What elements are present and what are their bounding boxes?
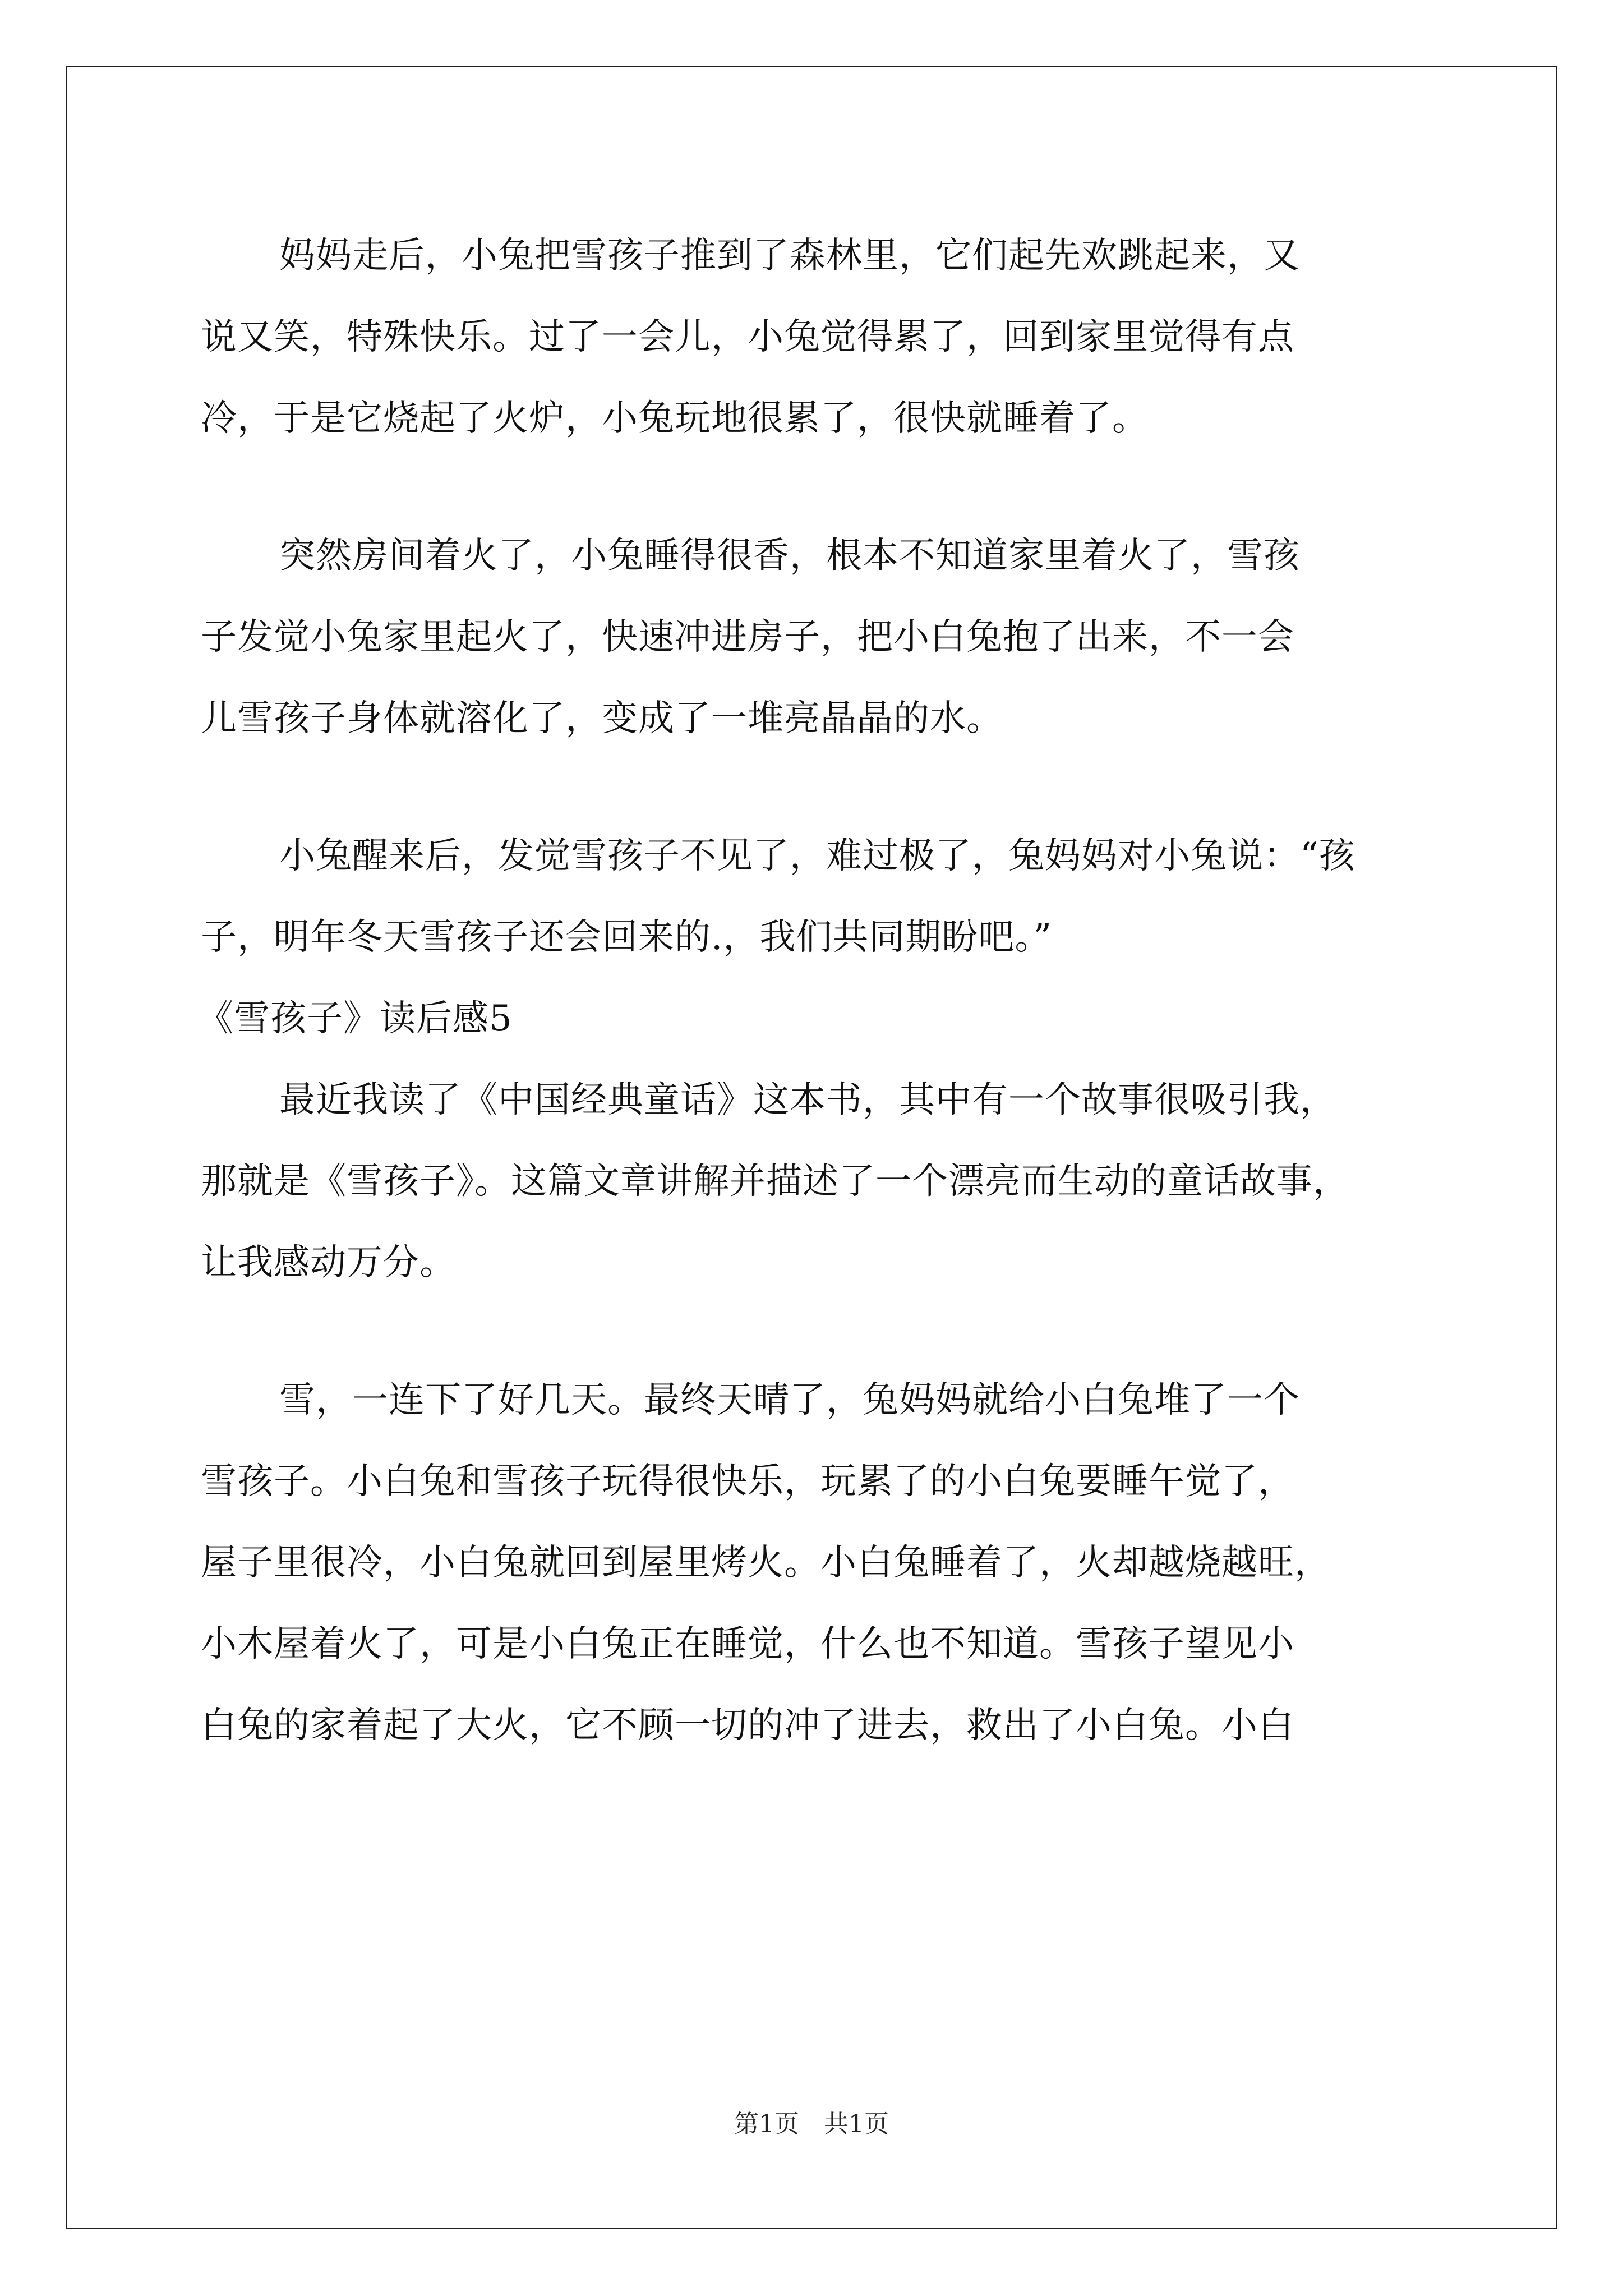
paragraph-line: 让我感动万分。 — [201, 1242, 456, 1283]
section-heading: 《雪孩子》读后感5 — [197, 998, 513, 1039]
paragraph-line: 儿雪孩子身体就溶化了，变成了一堆亮晶晶的水。 — [201, 698, 1003, 739]
paragraph-gap — [201, 760, 1463, 816]
paragraph-line: 子发觉小兔家里起火了，快速冲进房子，把小白兔抱了出来，不一会 — [201, 616, 1294, 658]
paragraph-line: 冷，于是它烧起了火炉，小兔玩地很累了，很快就睡着了。 — [201, 398, 1149, 439]
paragraph-gap — [201, 1304, 1463, 1360]
paragraph-line: 子，明年冬天雪孩子还会回来的.，我们共同期盼吧。” — [201, 917, 1053, 958]
paragraph-line: 那就是《雪孩子》。这篇文章讲解并描述了一个漂亮而生动的童话故事， — [201, 1161, 1349, 1202]
paragraph-line: 屋子里很冷，小白兔就回到屋里烤火。小白兔睡着了，火却越烧越旺， — [201, 1542, 1331, 1584]
paragraph-gap — [201, 459, 1463, 516]
document-body — [197, 215, 1463, 1766]
paragraph-line: 白兔的家着起了大火，它不顾一切的冲了进去，救出了小白兔。小白 — [201, 1705, 1294, 1746]
paragraph-line: 说又笑，特殊快乐。过了一会儿，小兔觉得累了，回到家里觉得有点 — [201, 316, 1294, 358]
paragraph-line: 妈妈走后，小兔把雪孩子推到了森林里，它们起先欢跳起来，又 — [279, 235, 1300, 277]
paragraph-line: 突然房间着火了，小兔睡得很香，根本不知道家里着火了，雪孩 — [279, 535, 1300, 577]
paragraph-line: 雪孩子。小白兔和雪孩子玩得很快乐，玩累了的小白兔要睡午觉了， — [201, 1461, 1294, 1502]
paragraph-line: 小木屋着火了，可是小白兔正在睡觉，什么也不知道。雪孩子望见小 — [201, 1623, 1294, 1665]
paragraph-line: 雪，一连下了好几天。最终天晴了，兔妈妈就给小白兔堆了一个 — [279, 1379, 1300, 1421]
paragraph-line: 小兔醒来后，发觉雪孩子不见了，难过极了，兔妈妈对小兔说：“孩 — [279, 835, 1355, 877]
page-footer: 第1页 共1页 — [734, 2110, 889, 2138]
paragraph-line: 最近我读了《中国经典童话》这本书，其中有一个故事很吸引我， — [279, 1079, 1336, 1121]
